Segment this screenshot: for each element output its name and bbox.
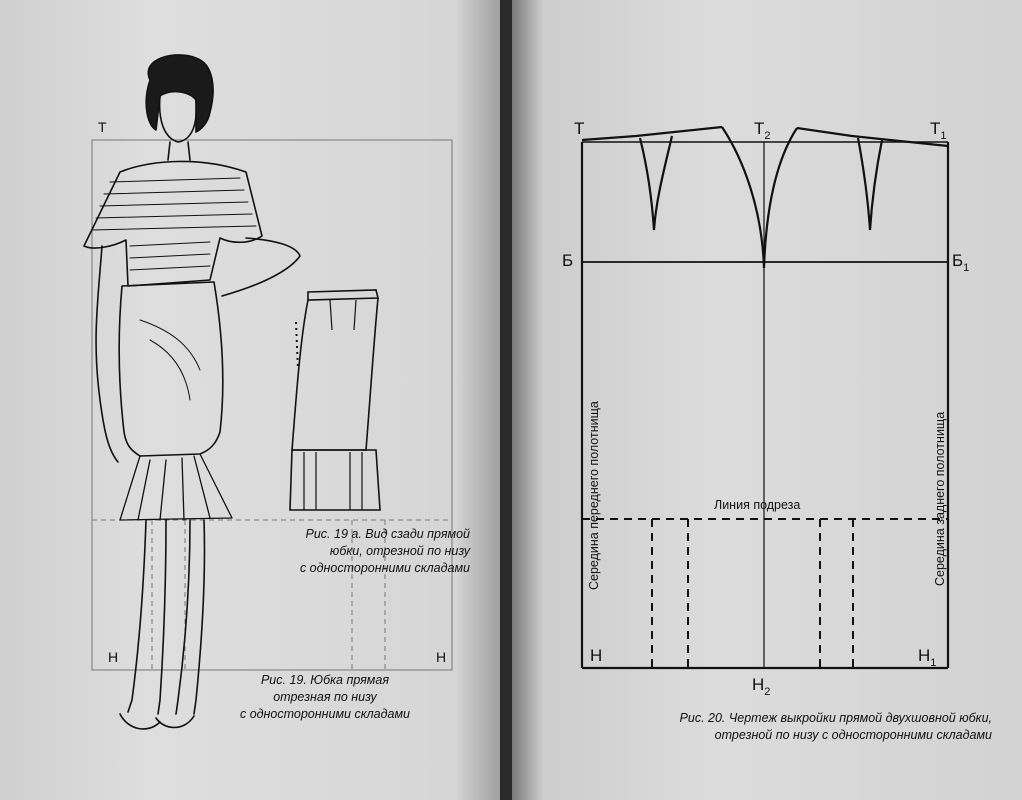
label-N1: [918, 646, 936, 669]
fig20-pattern-drawing: [512, 0, 1022, 800]
label-N: Н: [590, 646, 603, 665]
label-B1: [952, 251, 969, 274]
fig19-caption: [235, 672, 415, 723]
label-T2-sub: 2: [764, 130, 771, 142]
fig19a-caption-line-1: Рис. 19 а. Вид сзади прямой: [305, 527, 470, 541]
right-arm: [222, 238, 300, 296]
fig19-label-bottom-right: Н: [436, 649, 447, 665]
label-B1-sub: 1: [963, 262, 970, 274]
skirt: [119, 282, 223, 456]
label-B1-letter: Б: [952, 251, 964, 270]
label-T: Т: [574, 119, 585, 138]
fig20-caption: [612, 710, 992, 744]
label-N2-sub: 2: [764, 686, 771, 698]
blouse-stripes: [92, 178, 256, 270]
fig19-caption-line-2: отрезная по низу: [273, 690, 377, 704]
legs: [128, 520, 205, 714]
label-T2-letter: Т: [754, 119, 765, 138]
fig19a-back-view: [290, 290, 380, 510]
label-B: Б: [562, 251, 574, 270]
fig19-pattern-frame: [92, 140, 452, 670]
fig19-caption-line-1: Рис. 19. Юбка прямая: [260, 673, 390, 687]
fig20-caption-line-1: Рис. 20. Чертеж выкройки прямой двухшовной юбки,: [679, 711, 992, 725]
darts: [640, 136, 882, 230]
fig19-label-top-left: Т: [98, 119, 107, 135]
pattern-outline: [582, 142, 948, 668]
fig20-caption-line-2: отрезной по низу с односторонними складами: [714, 728, 992, 742]
label-T1-letter: Т: [930, 119, 941, 138]
cut-line-and-folds: [582, 519, 948, 668]
label-T1: [930, 119, 947, 142]
front-center-label: Середина переднего полотнища: [587, 401, 601, 590]
label-N1-sub: 1: [930, 657, 937, 669]
label-T2: [754, 119, 771, 142]
hair: [146, 55, 213, 132]
label-N1-letter: Н: [918, 646, 931, 665]
label-T1-sub: 1: [940, 130, 947, 142]
left-arm: [96, 246, 118, 462]
right-page: [512, 0, 1022, 800]
flounce: [120, 454, 232, 520]
woman-figure: [84, 55, 300, 729]
fig19a-caption-line-3: с односторонними складами: [299, 561, 470, 575]
fig19a-caption-line-2: юбки, отрезной по низу: [329, 544, 470, 558]
skirt-drape: [140, 320, 200, 400]
fig19-caption-line-3: с односторонними складами: [239, 707, 411, 721]
fig19a-caption: [270, 526, 470, 577]
face: [160, 96, 197, 142]
cut-line-label: Линия подреза: [714, 498, 801, 512]
fig19-label-bottom-left: Н: [108, 649, 119, 665]
back-center-label: Середина заднего полотнища: [933, 411, 947, 586]
shoes: [120, 714, 194, 729]
side-seam-curves: [722, 127, 797, 268]
label-N2: [752, 675, 770, 698]
left-page: [0, 0, 505, 800]
label-N2-letter: Н: [752, 675, 765, 694]
neck: [168, 142, 190, 160]
